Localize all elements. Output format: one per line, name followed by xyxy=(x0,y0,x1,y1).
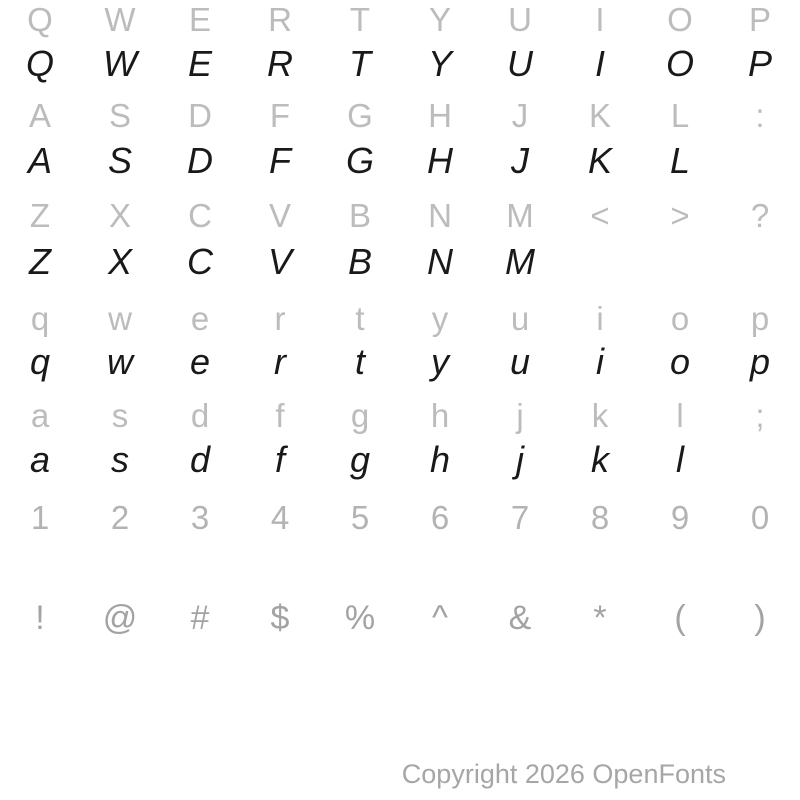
glyph-cell: u xyxy=(509,341,531,382)
glyph-cell: D xyxy=(188,97,212,134)
glyph-cell: * xyxy=(593,599,607,637)
glyph-cell: X xyxy=(108,197,131,234)
glyph-cell: E xyxy=(188,1,211,38)
glyph-cell: l xyxy=(676,397,684,434)
glyph-cell: w xyxy=(107,341,133,382)
caps-top-row-labels xyxy=(0,0,800,40)
caps-top-row-glyphs xyxy=(0,44,800,84)
glyph-cell: ) xyxy=(754,599,766,637)
glyph-cell: X xyxy=(107,241,132,282)
glyph-cell: U xyxy=(507,43,533,84)
glyph-cell: h xyxy=(430,397,450,434)
glyph-cell: < xyxy=(590,197,610,234)
glyph-cell: t xyxy=(355,300,365,337)
glyph-cell: H xyxy=(428,97,452,134)
glyph-cell: I xyxy=(595,1,605,38)
glyph-cell: F xyxy=(269,140,291,181)
glyph-cell: 6 xyxy=(430,499,450,536)
glyph-cell: w xyxy=(108,300,132,337)
glyph-cell: @ xyxy=(102,599,138,637)
glyph-cell: ! xyxy=(35,599,45,637)
glyph-cell: $ xyxy=(270,599,290,637)
glyph-cell: e xyxy=(189,341,211,382)
glyph-cell: 5 xyxy=(350,499,370,536)
glyph-cell: y xyxy=(431,341,449,382)
copyright-text: Copyright 2026 OpenFonts xyxy=(401,759,726,789)
caps-home-row-glyphs xyxy=(0,141,800,181)
glyph-cell: L xyxy=(669,140,691,181)
glyph-cell: j xyxy=(516,397,524,434)
glyph-cell: ^ xyxy=(432,599,448,637)
glyph-cell: M xyxy=(506,197,534,234)
glyph-cell: H xyxy=(427,140,453,181)
glyph-cell: h xyxy=(429,439,451,480)
glyph-cell: p xyxy=(749,341,771,382)
glyph-cell: K xyxy=(588,97,611,134)
lower-top-row-labels xyxy=(0,299,800,339)
glyph-cell: J xyxy=(511,97,529,134)
glyph-cell: D xyxy=(187,140,213,181)
symbols-row xyxy=(0,598,800,638)
glyph-cell: V xyxy=(267,241,292,282)
glyph-cell: W xyxy=(103,43,137,84)
glyph-cell: A xyxy=(28,97,51,134)
glyph-cell: r xyxy=(274,300,286,337)
glyph-cell: f xyxy=(275,397,285,434)
glyph-cell: q xyxy=(30,300,50,337)
glyph-cell: B xyxy=(348,197,371,234)
glyph-cell: 3 xyxy=(190,499,210,536)
glyph-cell: o xyxy=(669,341,691,382)
glyph-cell: i xyxy=(596,341,604,382)
glyph-cell: r xyxy=(274,341,286,382)
glyph-cell: k xyxy=(591,397,609,434)
glyph-cell: & xyxy=(508,599,532,637)
lower-top-row-glyphs xyxy=(0,342,800,382)
glyph-cell: F xyxy=(269,97,291,134)
lower-home-row-glyphs xyxy=(0,440,800,480)
lower-home-row-labels xyxy=(0,396,800,436)
glyph-cell: C xyxy=(188,197,212,234)
glyph-cell: Z xyxy=(29,241,51,282)
digits-row xyxy=(0,498,800,538)
glyph-cell: S xyxy=(107,140,132,181)
glyph-cell: ; xyxy=(755,397,765,434)
glyph-cell: G xyxy=(347,97,373,134)
glyph-cell: T xyxy=(349,1,371,38)
glyph-cell: V xyxy=(268,197,291,234)
glyph-cell: i xyxy=(596,300,604,337)
glyph-cell: g xyxy=(350,397,370,434)
glyph-cell: f xyxy=(274,439,285,480)
glyph-cell: P xyxy=(747,43,772,84)
glyph-cell: O xyxy=(667,1,693,38)
glyph-cell: 8 xyxy=(590,499,610,536)
glyph-cell: Y xyxy=(427,43,452,84)
glyph-cell: k xyxy=(591,439,609,480)
glyph-cell: B xyxy=(347,241,372,282)
glyph-cell: L xyxy=(670,97,690,134)
glyph-cell: d xyxy=(189,439,211,480)
glyph-cell: a xyxy=(30,397,50,434)
glyph-cell: W xyxy=(104,1,136,38)
glyph-cell: N xyxy=(428,197,452,234)
glyph-cell: I xyxy=(594,43,605,84)
glyph-cell: ? xyxy=(750,197,770,234)
glyph-cell: s xyxy=(111,439,129,480)
glyph-cell: Y xyxy=(428,1,451,38)
glyph-cell: y xyxy=(431,300,449,337)
glyph-cell: l xyxy=(676,439,684,480)
glyph-cell: # xyxy=(190,599,210,637)
glyph-cell: % xyxy=(344,599,376,637)
glyph-cell: Z xyxy=(29,197,51,234)
glyph-cell: N xyxy=(427,241,453,282)
glyph-cell: o xyxy=(670,300,690,337)
glyph-cell: j xyxy=(516,439,524,480)
glyph-cell: d xyxy=(190,397,210,434)
glyph-cell: J xyxy=(511,140,529,181)
glyph-cell: A xyxy=(27,140,52,181)
caps-bottom-row-labels xyxy=(0,196,800,236)
glyph-cell: > xyxy=(670,197,690,234)
glyph-cell: R xyxy=(268,1,292,38)
glyph-cell: 0 xyxy=(750,499,770,536)
glyph-cell: t xyxy=(354,341,365,382)
glyph-cell: 1 xyxy=(30,499,50,536)
glyph-cell: a xyxy=(29,439,51,480)
glyph-cell: 7 xyxy=(510,499,530,536)
glyph-cell: G xyxy=(345,140,374,181)
glyph-cell: 2 xyxy=(110,499,130,536)
caps-bottom-row-glyphs xyxy=(0,242,800,282)
glyph-cell: T xyxy=(349,43,371,84)
glyph-cell: 4 xyxy=(270,499,290,536)
glyph-cell: u xyxy=(510,300,530,337)
glyph-cell: U xyxy=(508,1,532,38)
glyph-cell: p xyxy=(750,300,770,337)
glyph-cell: E xyxy=(187,43,212,84)
glyph-cell: Q xyxy=(27,1,53,38)
glyph-cell: O xyxy=(665,43,694,84)
glyph-cell: 9 xyxy=(670,499,690,536)
glyph-cell: M xyxy=(505,241,535,282)
caps-home-row-labels xyxy=(0,96,800,136)
glyph-cell: e xyxy=(190,300,210,337)
glyph-cell: ( xyxy=(674,599,686,637)
glyph-cell: s xyxy=(111,397,129,434)
glyph-cell: : xyxy=(755,97,765,134)
glyph-cell: Q xyxy=(25,43,54,84)
glyph-cell: S xyxy=(108,97,131,134)
glyph-cell: R xyxy=(267,43,293,84)
glyph-cell: q xyxy=(29,341,51,382)
glyph-cell: C xyxy=(187,241,213,282)
glyph-cell: g xyxy=(349,439,371,480)
glyph-cell: P xyxy=(748,1,771,38)
glyph-cell: K xyxy=(587,140,612,181)
